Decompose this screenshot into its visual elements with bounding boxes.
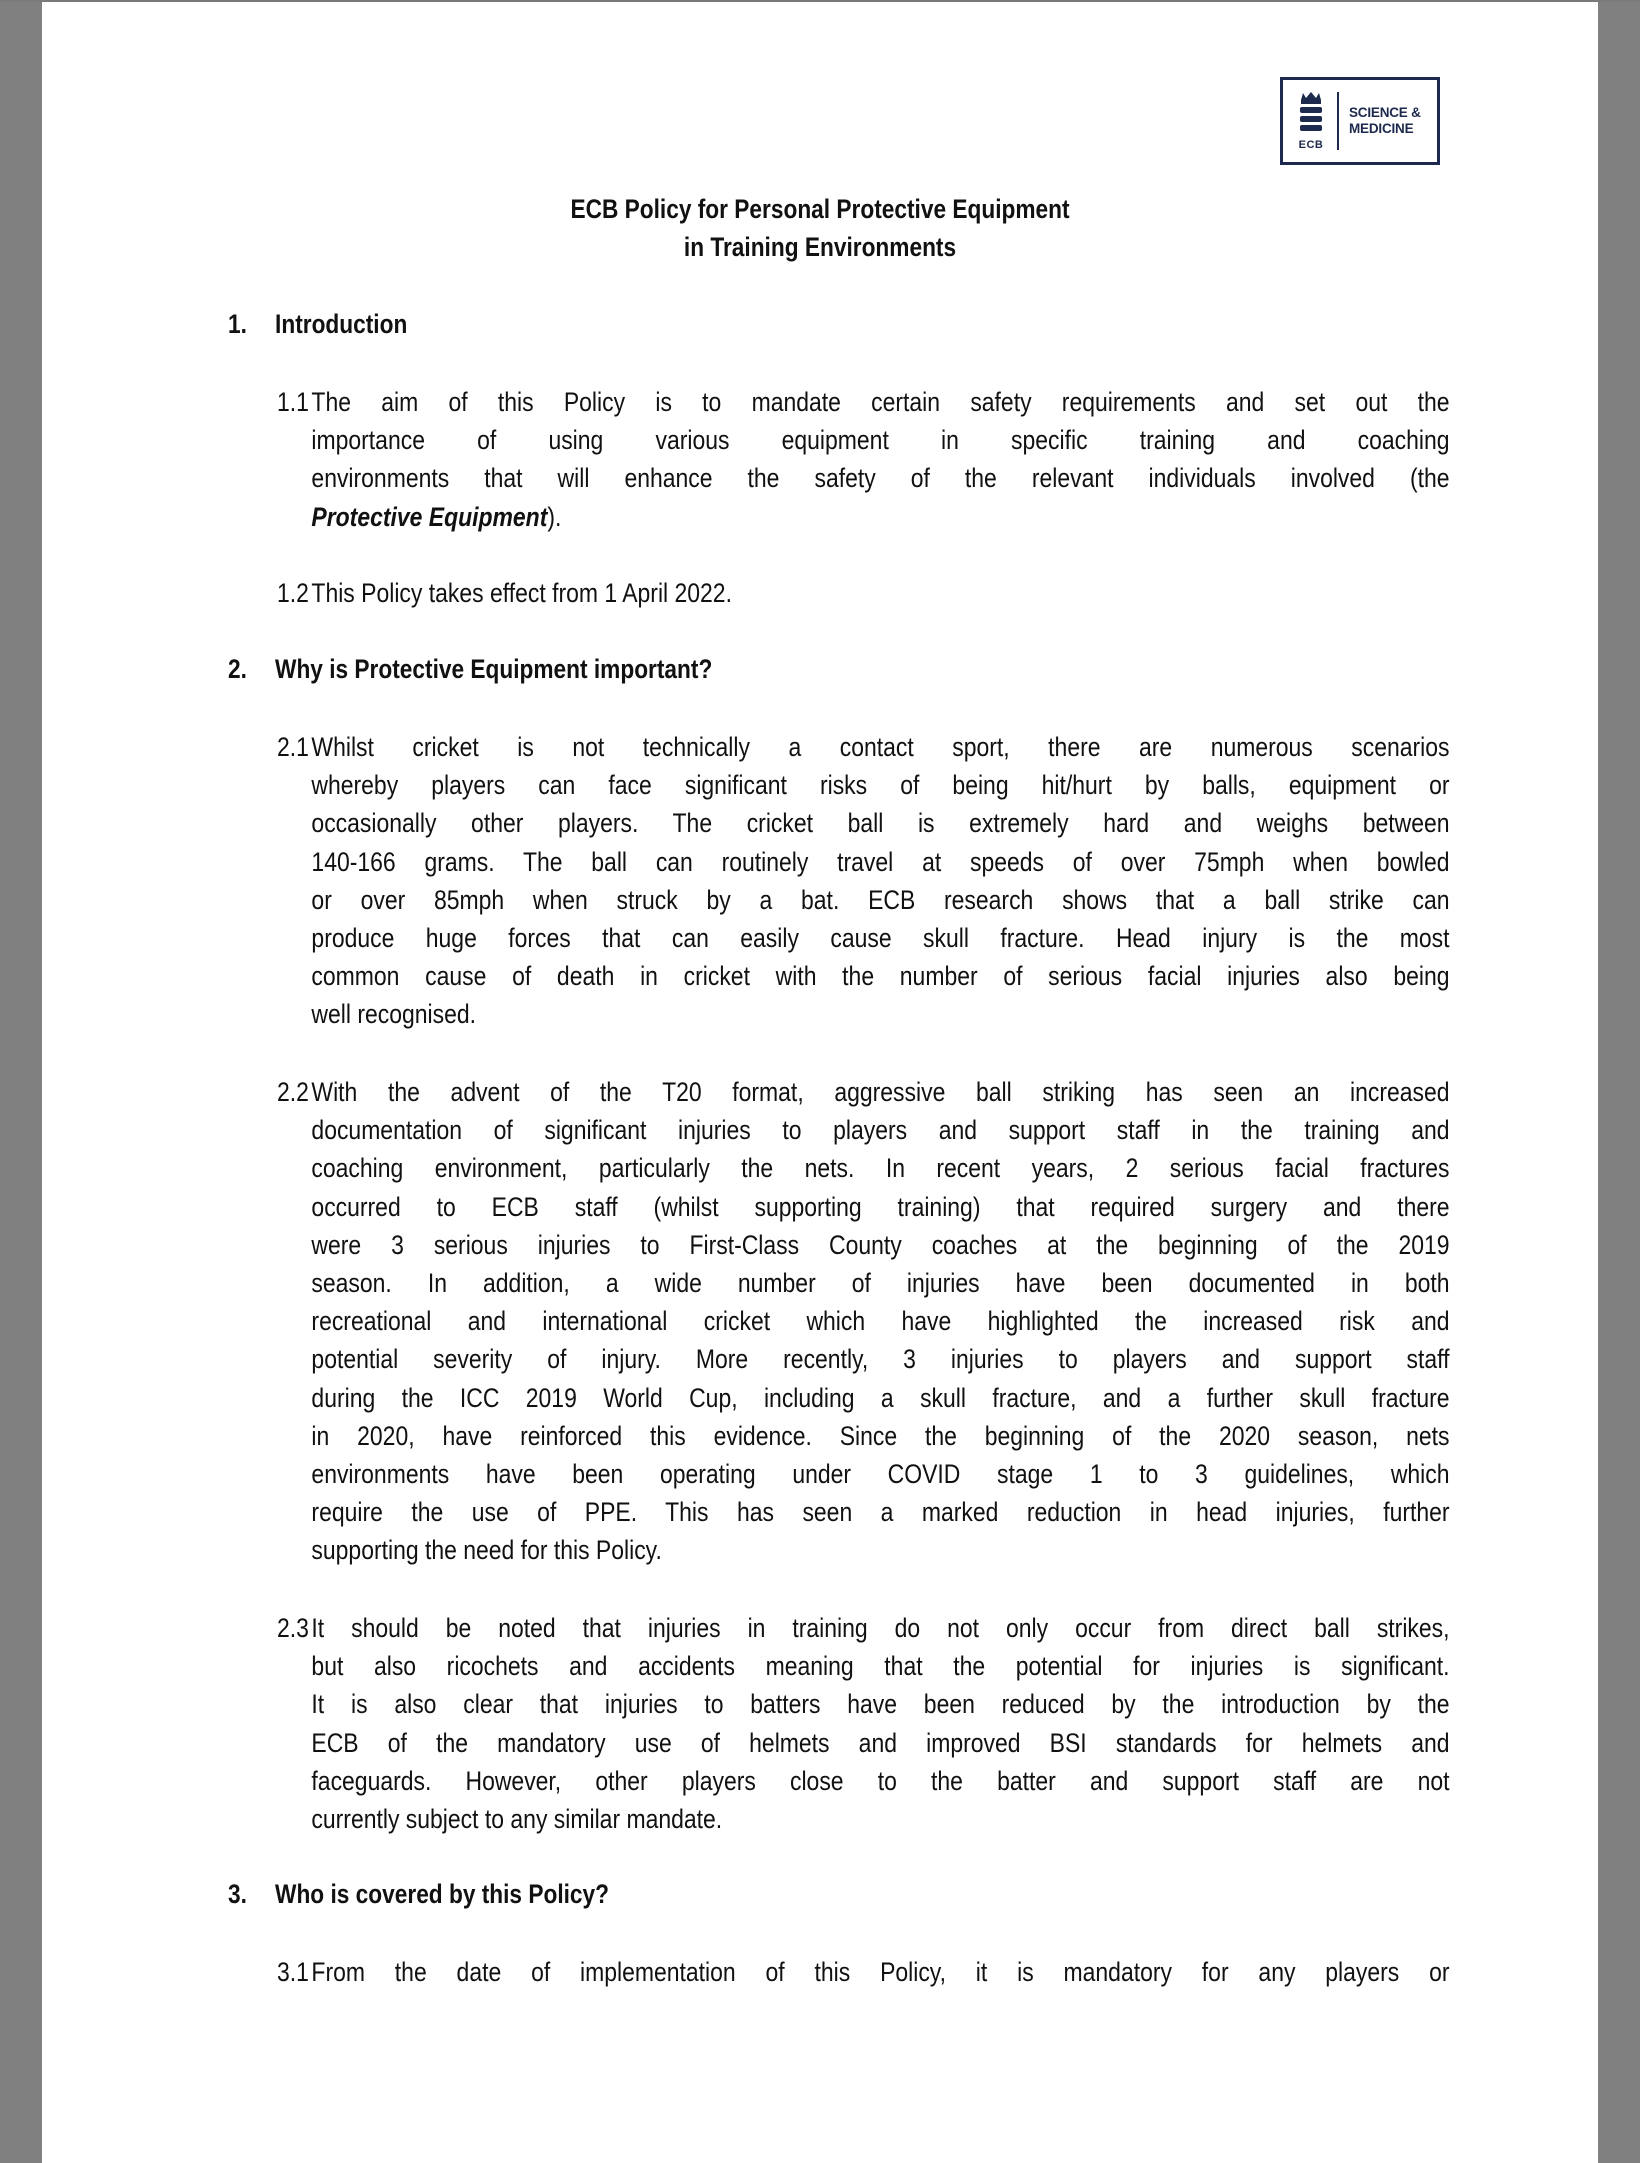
- paragraph-line: ECB of the mandatory use of helmets and improved BSI standards for helmets and: [311, 1727, 1450, 1758]
- paragraph-line: documentation of significant injuries to players and support staff in the training and: [311, 1115, 1450, 1146]
- paragraph-line: recreational and international cricket which have highlighted the increased risk and: [311, 1306, 1450, 1337]
- paragraph-number: 1.1: [277, 387, 309, 417]
- paragraph-line: require the use of PPE. This has seen a marked reduction in head injuries, further: [311, 1497, 1450, 1528]
- paragraph-line: The aim of this Policy is to mandate certain safety requirements and set out the: [311, 387, 1450, 417]
- section-title: Who is covered by this Policy?: [275, 1879, 610, 1909]
- paragraph-line: This Policy takes effect from 1 April 2022.: [311, 578, 732, 608]
- paragraph-line: produce huge forces that can easily cause skull fracture. Head injury is the most: [311, 923, 1450, 954]
- paragraph-line: Whilst cricket is not technically a contact sport, there are numerous scenarios: [311, 732, 1450, 762]
- logo-wordmark: [1349, 105, 1421, 137]
- paragraph-line: but also ricochets and accidents meaning that the potential for injuries is significant.: [311, 1651, 1450, 1682]
- paragraph-line: It should be noted that injuries in training do not only occur from direct ball strikes,: [311, 1613, 1450, 1643]
- section-title: Why is Protective Equipment important?: [275, 654, 713, 684]
- paragraph-line: faceguards. However, other players close to the batter and support staff are not: [311, 1765, 1450, 1796]
- paragraph-line: environments that will enhance the safety of the relevant individuals involved (the: [311, 463, 1450, 494]
- paragraph-line: common cause of death in cricket with the number of serious facial injuries also being: [311, 961, 1450, 992]
- paragraph-number: 2.2: [277, 1077, 309, 1107]
- section-number: 2.: [228, 654, 247, 684]
- section-title: Introduction: [275, 309, 408, 339]
- paragraph-number: 3.1: [277, 1957, 309, 1987]
- logo-line-1: SCIENCE &: [1349, 105, 1421, 120]
- paragraph-3-1: [277, 1953, 1450, 1991]
- paragraph-line: during the ICC 2019 World Cup, including a skull fracture, and a further skull fracture: [311, 1382, 1450, 1413]
- paragraph-line: importance of using various equipment in specific training and coaching: [311, 425, 1450, 456]
- paragraph-tail: ).: [547, 501, 562, 532]
- paragraph-line: With the advent of the T20 format, aggressive ball striking has seen an increased: [311, 1077, 1450, 1107]
- defined-term: Protective Equipment: [311, 501, 548, 532]
- ecb-crest-icon: [1291, 92, 1331, 151]
- paragraph-number: 2.3: [277, 1613, 309, 1643]
- paragraph-line: From the date of implementation of this Policy, it is mandatory for any players or: [311, 1957, 1450, 1987]
- paragraph-line: or over 85mph when struck by a bat. ECB research shows that a ball strike can: [311, 884, 1450, 915]
- ecb-crest-label: ECB: [1298, 138, 1324, 151]
- paragraph-line: occasionally other players. The cricket ball is extremely hard and weighs between: [311, 808, 1450, 839]
- document-page[interactable]: [42, 2, 1598, 2163]
- paragraph-line: currently subject to any similar mandate.: [311, 1804, 723, 1835]
- paragraph-1-2: [277, 574, 1450, 612]
- crown-lions-icon: [1296, 92, 1326, 138]
- paragraph-2-3: [277, 1609, 1450, 1838]
- document-title-line-2: in Training Environments: [683, 232, 957, 262]
- section-2-heading: [228, 654, 712, 685]
- section-1-heading: [228, 309, 407, 340]
- ecb-science-medicine-logo: [1280, 77, 1440, 165]
- paragraph-2-2: [277, 1073, 1450, 1570]
- paragraph-line: [277, 498, 1450, 536]
- paragraph-1-1: [277, 383, 1450, 536]
- paragraph-number: 1.2: [277, 578, 309, 608]
- paragraph-line: occurred to ECB staff (whilst supporting training) that required surgery and there: [311, 1191, 1450, 1222]
- paragraph-line: It is also clear that injuries to batters have been reduced by the introduction by the: [311, 1689, 1450, 1720]
- logo-line-2: MEDICINE: [1349, 121, 1414, 136]
- paragraph-2-1: [277, 728, 1450, 1034]
- paragraph-line: in 2020, have reinforced this evidence. Since the beginning of the 2020 season, nets: [311, 1420, 1450, 1451]
- section-number: 1.: [228, 309, 247, 339]
- paragraph-line: environments have been operating under COVID stage 1 to 3 guidelines, which: [311, 1459, 1450, 1490]
- logo-divider: [1337, 92, 1339, 150]
- paragraph-line: were 3 serious injuries to First-Class County coaches at the beginning of the 2019: [311, 1229, 1450, 1260]
- paragraph-line: season. In addition, a wide number of injuries have been documented in both: [311, 1268, 1450, 1299]
- paragraph-line: supporting the need for this Policy.: [311, 1535, 662, 1566]
- section-number: 3.: [228, 1879, 247, 1909]
- paragraph-number: 2.1: [277, 732, 309, 762]
- paragraph-line: potential severity of injury. More recently, 3 injuries to players and support staff: [311, 1344, 1450, 1375]
- document-title-line-1: ECB Policy for Personal Protective Equipment: [570, 194, 1070, 224]
- paragraph-line: 140-166 grams. The ball can routinely travel at speeds of over 75mph when bowled: [311, 846, 1450, 877]
- paragraph-line: coaching environment, particularly the nets. In recent years, 2 serious facial fractures: [311, 1153, 1450, 1184]
- section-3-heading: [228, 1879, 609, 1910]
- paragraph-line: whereby players can face significant risks of being hit/hurt by balls, equipment or: [311, 770, 1450, 801]
- paragraph-line: well recognised.: [311, 999, 476, 1030]
